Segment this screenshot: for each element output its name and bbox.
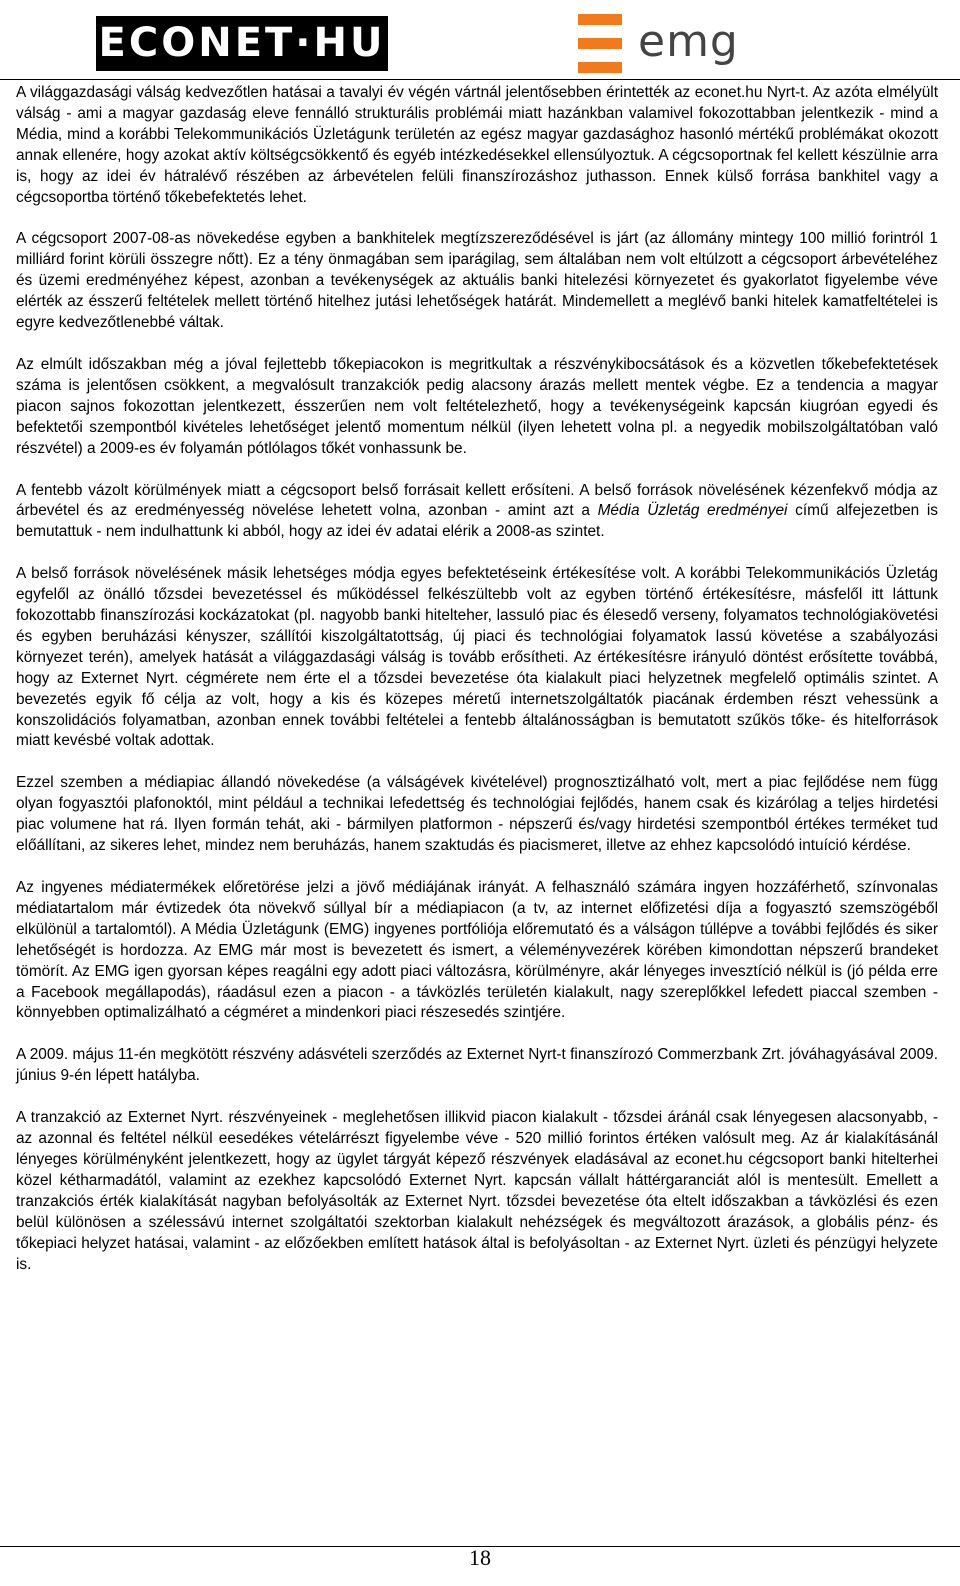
paragraph-text: A világgazdasági válság kedvezőtlen hatásai a tavalyi év végén vártnál jelentősebben érintették az econet.hu Nyrt-t. Az azóta elmélyült válság - ami a magyar gazdaság eleve fennálló strukturális problémái miatt hazánkban valamivel fokozottabban jelentkezik - mind a Média, mind a korábbi Telekommunikációs Üzletágunk területén az egész magyar gazdasághoz hasonló mértékű problémákat okozott annak ellenére, hogy azokat aktív költségcsökkentő és egyéb intézkedésekkel ellensúlyoztuk. A cégcsoportnak fel kellett készülnie arra is, hogy az idei év hátralévő részében az árbevételen felüli finanszírozáshoz juthasson. Ennek külső forrása bankhitel vagy a cégcsoportba történő tőkebefektetés lehet. — [16, 84, 938, 206]
paragraph — [16, 229, 938, 334]
paragraph — [16, 1108, 938, 1275]
paragraph-text: A fentebb vázolt körülmények miatt a cégcsoport belső forrásait kellett erősíteni. A belső források növelésének kézenfekvő módja az árbevétel és az eredményesség növelése lehetett volna, azonban - amint azt a — [16, 481, 938, 520]
header-rule — [0, 79, 960, 80]
paragraph-text: Az elmúlt időszakban még a jóval fejlettebb tőkepiacokon is megritkultak a részvénykibocsátások és a közvetlen tőkebefektetések száma is jelentősen csökkent, a megvalósult tranzakciók pedig alacsony árazás mellett mentek végbe. Ez a tendencia a magyar piacon sajnos fokozottan jelentkezett, ésszerűen nem volt feltételezhető, hogy a tevékenységeink kapcsán kiugróan egyedi és befektetői szempontból kivételes lehetőséget jelentő momentum nélkül (ilyen lehetett volna pl. a negyedik mobilszolgáltatóban való részvétel) a 2009-es év folyamán pótlólagos tőkét vonhassunk be. — [16, 355, 938, 457]
econet-logo: ECONET·HU — [96, 16, 388, 71]
emg-logo-text: emg — [638, 16, 739, 67]
paragraph-text: Az ingyenes médiatermékek előretörése jelzi a jövő médiájának irányát. A felhasználó számára ingyen hozzáférhető, színvonalas médiatartalom már évtizedek óta növekvő súllyal bír a médiapiacon (a tv, az internet előfizetési díja a fogyasztó szemszögéből elkülönül a tartalomtól). A Média Üzletágunk (EMG) ingyenes portfóliója előremutató és a válságon túllépve a további fejlődés és siker lehetőségét is hordozza. Az EMG már most is bevezetett és ismert, a véleményvezérek körében kimondottan népszerű brandeket tömörít. Az EMG igen gyorsan képes reagálni egy adott piaci változásra, körülményre, akár lényeges invesztíció nélkül is (jó példa erre a Facebook megállapodás), ráadásul ezen a piacon - a távközlés területén kialakult, nagy szereplőkkel lefedett piaccal szemben - könnyebben optimalizálható a cégméret a mindenkori piaci részesedés szintjére. — [16, 879, 938, 1022]
paragraph-text: Ezzel szemben a médiapiac állandó növekedése (a válságévek kivételével) prognosztizálható volt, mert a piac fejlődése nem függ olyan fogyasztói plafonoktól, mint például a technikai lefedettség és technológiai fejlődés, hanem csak és kizárólag a teljes hirdetési piac volumene hat rá. Ilyen formán tehát, aki - bármilyen platformon - népszerű és/vagy hirdetési szempontból értékes terméket tud előállítani, az sikeres lehet, mindez nem beruházás, hanem szaktudás és piacismeret, illetve az ehhez kapcsolódó intuíció kérdése. — [16, 774, 938, 855]
paragraph — [16, 1045, 938, 1087]
document-body — [16, 83, 938, 1296]
paragraph-text: A cégcsoport 2007-08-as növekedése egyben a bankhitelek megtízszereződésével is járt (az állomány mintegy 100 millió forintról 1 milliárd forint körüli összegre nőtt). Ez a tény önmagában sem iparágilag, sem általában nem volt eltúlzott a cégcsoport árbevételéhez és üzemi eredményéhez képest, azonban a tevékenységek az aktuális banki hitelezési környezetet és gyakorlatot figyelembe véve elérték az ésszerű feltételek mellett történő hitelhez jutási lehetőségek határát. Mindemellett a meglévő banki hitelek kamatfeltételei is egyre kedvezőtlenebbé váltak. — [16, 230, 938, 332]
page-number: 18 — [469, 1545, 491, 1570]
page-header — [0, 0, 960, 80]
paragraph — [16, 878, 938, 1024]
paragraph — [16, 481, 938, 544]
paragraph-text: A tranzakció az Externet Nyrt. részvényeinek - meglehetősen illikvid piacon kialakult - tőzsdei áránál csak lényegesen alacsonyabb, - az azonnal és feltétel nélkül eesedékes vételárrészt figyelembe véve - 520 millió forintos értéken valósult meg. Az ár kialakításánál lényeges körülményként jelentkezett, hogy az ügylet tárgyát képező részvények eladásával az econet.hu cégcsoport banki hitelterhei közel kétharmadától, valamint az ezekhez kapcsolódó Externet Nyrt. kapcsán vállalt háttérgaranciát alól is mentesült. Emellett a tranzakciós érték kialakítását nagyban befolyásolták az Externet Nyrt. tőzsdei bevezetése óta eltelt időszakban a távközlési és ezen belül különösen a szélessávú internet szolgáltatói szektorban kialakult nehézségek és megváltozott árazások, a globális pénz- és tőkepiaci helyzet hatásai, valamint - az előzőekben említett hatások által is befolyásoltan - az Externet Nyrt. üzleti és pénzügyi helyzete is. — [16, 1109, 938, 1273]
paragraph-text: A belső források növelésének másik lehetséges módja egyes befektetéseink értékesítése volt. A korábbi Telekommunikációs Üzletág egyfelől az önálló tőzsdei bevezetéssel és működéssel felkészültebb volt az egyben történő értékesítésre, másfelől itt láttunk fokozottabb finanszírozási kockázatokat (pl. nagyobb banki hitelteher, lassuló piac és élesedő verseny, folyamatos technológiakövetési és egyben beruházási kényszer, szállítói kiszolgáltatottság, új piaci és technológiai folyamatok lassú követése a szabályozási környezet terén), amelyek hatását a világgazdasági válság is tovább erősítheti. Az értékesítésre irányuló döntést erősítette továbbá, hogy az Externet Nyrt. cégmérete nem érte el a tőzsdei bevezetése óta kialakult piaci helyzetnek megfelelő optimális szintet. A bevezetés egyik fő célja az volt, hogy a kis és közepes méretű internetszolgáltatók piacának érdemben részt vehessünk a konszolidációs folyamatban, azonban ennek további feltételei a fentebb általánosságban is bemutatott szűkös tőke- és hitelforrások miatt kevésbé voltak adottak. — [16, 565, 938, 750]
paragraph — [16, 564, 938, 752]
paragraph-text: A 2009. május 11-én megkötött részvény adásvételi szerződés az Externet Nyrt-t finanszírozó Commerzbank Zrt. jóváhagyásával 2009. június 9-én lépett hatályba. — [16, 1046, 938, 1085]
paragraph — [16, 355, 938, 460]
emg-logo — [578, 14, 738, 74]
paragraph — [16, 773, 938, 857]
italic-text: Média Üzletág eredményei — [597, 502, 788, 520]
paragraph-text: című alfejezetben is bemutattuk - nem indulhattunk ki abból, hogy az idei év adatai elérik a 2008-as szintet. — [16, 502, 938, 541]
paragraph — [16, 83, 938, 208]
